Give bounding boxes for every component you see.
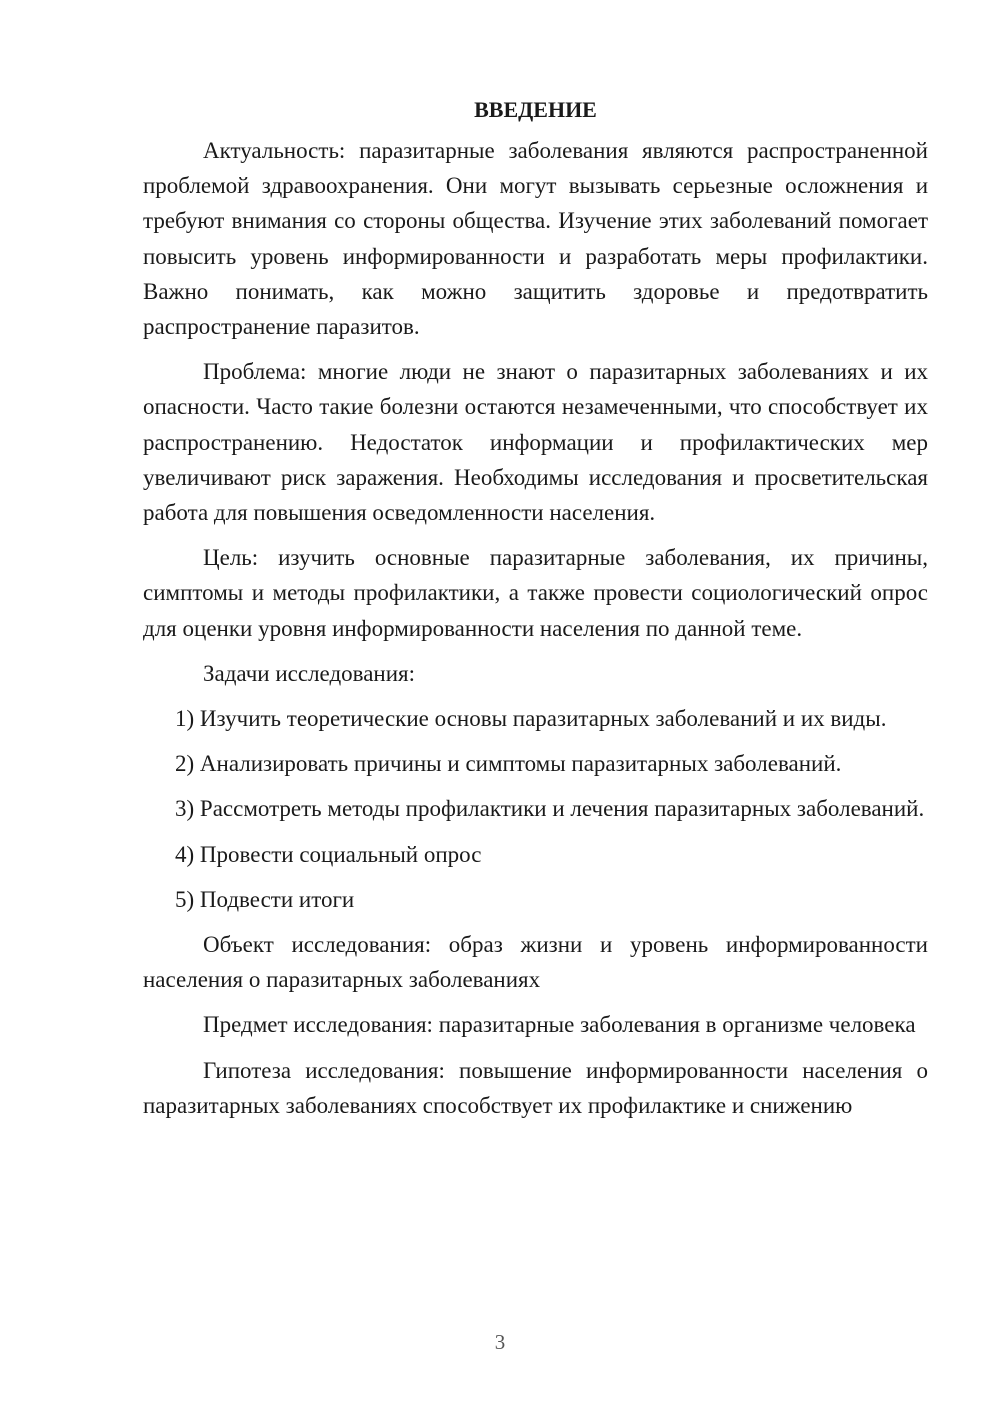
task-item: 1) Изучить теоретические основы паразитарных заболеваний и их виды. bbox=[175, 706, 887, 732]
problem-paragraph: Проблема: многие люди не знают о паразитарных заболеваниях и их опасности. Часто такие болезни остаются незамеченными, что способствует их распространению. Недостаток информации и профилактических мер увеличивают риск заражения. Необходимы исследования и просветительская работа для повышения осведомленности населения. bbox=[143, 359, 928, 526]
document-page bbox=[143, 92, 928, 1133]
tasks-title: Задачи исследования: bbox=[203, 660, 416, 686]
object-paragraph: Объект исследования: образ жизни и уровень информированности населения о паразитарных заболеваниях bbox=[143, 932, 928, 993]
goal-paragraph: Цель: изучить основные паразитарные заболевания, их причины, симптомы и методы профилактики, а также провести социологический опрос для оценки уровня информированности населения по данной теме. bbox=[143, 545, 928, 641]
task-item: 2) Анализировать причины и симптомы паразитарных заболеваний. bbox=[175, 751, 842, 777]
relevance-paragraph: Актуальность: паразитарные заболевания являются распространенной проблемой здравоохранения. Они могут вызывать серьезные осложнения и требуют внимания со стороны общества. Изучение этих заболеваний помогает повысить уровень информированности и разработать меры профилактики. Важно понимать, как можно защитить здоровье и предотвратить распространение паразитов. bbox=[143, 138, 928, 340]
task-item: 5) Подвести итоги bbox=[175, 886, 355, 912]
task-item: 4) Провести социальный опрос bbox=[175, 841, 482, 867]
task-item: 3) Рассмотреть методы профилактики и лечения паразитарных заболеваний. bbox=[175, 796, 925, 822]
page-number: 3 bbox=[494, 1330, 506, 1354]
subject-paragraph: Предмет исследования: паразитарные заболевания в организме человека bbox=[203, 1012, 916, 1038]
hypothesis-paragraph: Гипотеза исследования: повышение информированности населения о паразитарных заболеваниях способствует их профилактике и снижению bbox=[143, 1057, 928, 1118]
document-heading: ВВЕДЕНИЕ bbox=[474, 97, 597, 122]
